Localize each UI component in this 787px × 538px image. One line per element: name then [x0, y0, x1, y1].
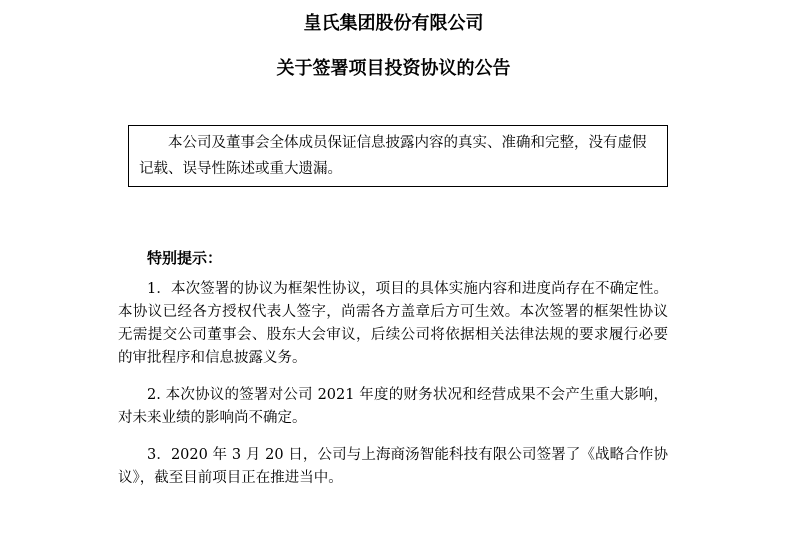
tip-item-2: 2. 本次协议的签署对公司 2021 年度的财务状况和经营成果不会产生重大影响，对未来业绩的影响尚不确定。 [118, 387, 668, 426]
announcement-title: 关于签署项目投资协议的公告 [276, 58, 511, 79]
tip-item-3: 3．2020 年 3 月 20 日，公司与上海商汤智能科技有限公司签署了《战略合作协议》，截至目前项目正在推进当中。 [118, 447, 668, 486]
board-guarantee-notice-text: 本公司及董事会全体成员保证信息披露内容的真实、准确和完整，没有虚假记载、误导性陈述或重大遗漏。 [139, 135, 647, 177]
special-tips-heading: 特别提示： [147, 249, 223, 267]
tip-item-1: 1．本次签署的协议为框架性协议，项目的具体实施内容和进度尚存在不确定性。本协议已经各方授权代表人签字，尚需各方盖章后方可生效。本次签署的框架性协议无需提交公司董事会、股东大会审议，后续公司将依据相关法律法规的要求履行必要的审批程序和信息披露义务。 [118, 281, 668, 366]
company-title: 皇氏集团股份有限公司 [303, 13, 484, 34]
board-guarantee-notice-box [128, 125, 668, 187]
